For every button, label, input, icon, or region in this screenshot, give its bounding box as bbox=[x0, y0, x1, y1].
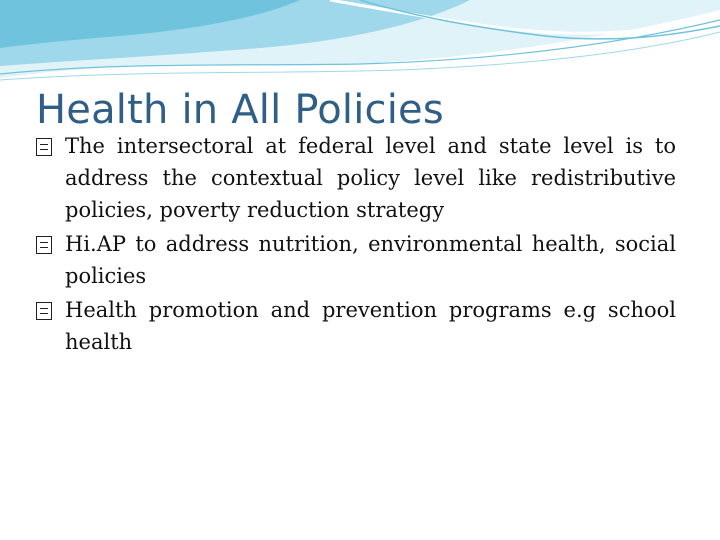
bullet-text: The intersectoral at federal level and state level is to address the contextual policy level like redistributive policies, poverty reduction strategy bbox=[65, 134, 676, 222]
bullet-text: Health promotion and prevention programs e.g school health bbox=[65, 298, 676, 354]
bullet-text: Hi.AP to address nutrition, environmental health, social policies bbox=[65, 232, 676, 288]
replacement-glyph-icon bbox=[36, 302, 52, 320]
list-item bbox=[36, 130, 676, 226]
list-item bbox=[36, 228, 676, 292]
bullet-list bbox=[36, 130, 676, 360]
list-item bbox=[36, 294, 676, 358]
replacement-glyph-icon bbox=[36, 138, 52, 156]
slide-title: Health in All Policies bbox=[36, 87, 444, 133]
header-wave-decoration bbox=[0, 0, 720, 90]
replacement-glyph-icon bbox=[36, 236, 52, 254]
